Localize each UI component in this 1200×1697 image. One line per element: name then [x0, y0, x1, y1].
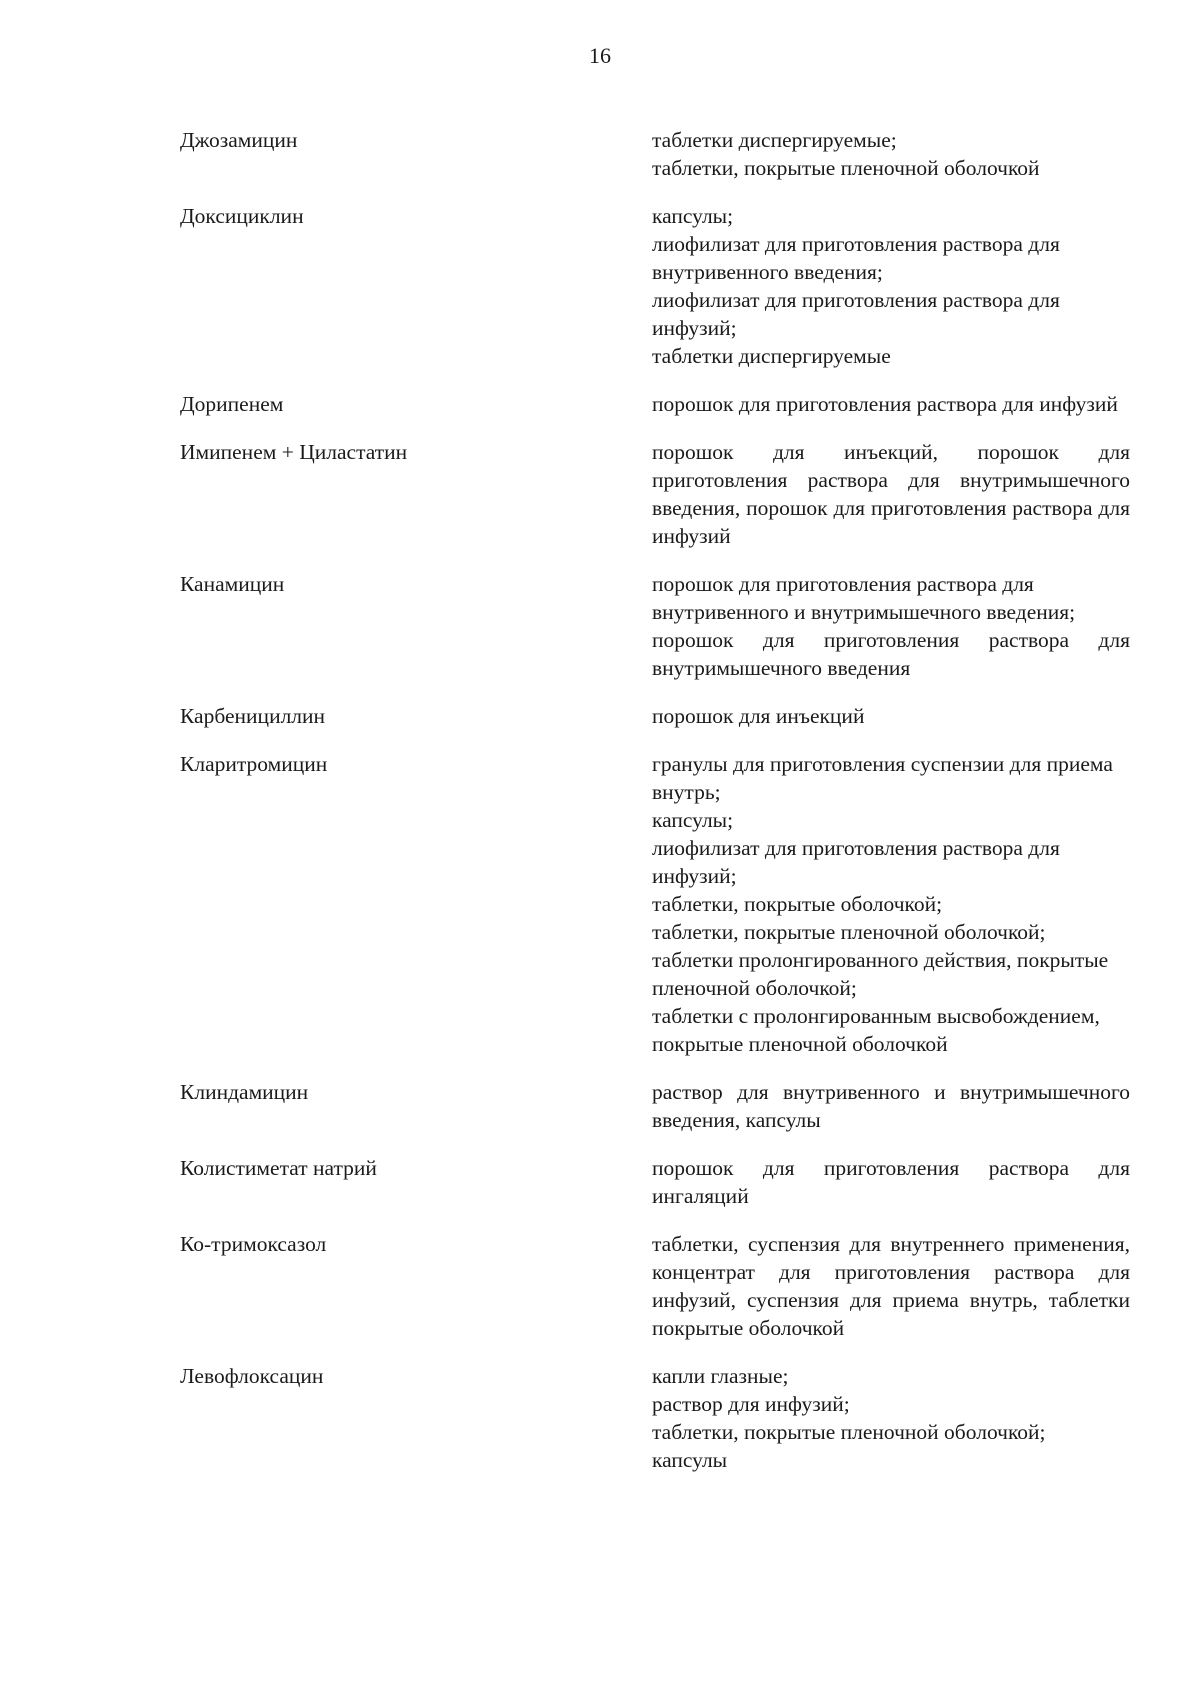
- dosage-form: порошок для приготовления раствора для инфузий: [652, 392, 1118, 416]
- dosage-form: таблетки пролонгированного действия, покрытые пленочной оболочкой;: [652, 948, 1109, 1000]
- drug-name: Колистиметат натрий: [180, 1156, 377, 1180]
- dosage-forms: [652, 390, 1130, 418]
- dosage-form: таблетки диспергируемые;: [652, 128, 897, 152]
- table-row: [180, 390, 1130, 418]
- dosage-form: таблетки, суспензия для внутреннего применения, концентрат для приготовления раствора для инфузий, суспензия для приема внутрь, таблетки покрытые оболочкой: [652, 1232, 1130, 1340]
- dosage-form: таблетки, покрытые пленочной оболочкой;: [652, 920, 1046, 944]
- dosage-form: таблетки диспергируемые: [652, 344, 891, 368]
- dosage-form: капсулы;: [652, 204, 734, 228]
- dosage-form: порошок для приготовления раствора для ингаляций: [652, 1156, 1130, 1208]
- drug-table: [180, 126, 1130, 1494]
- table-row: [180, 702, 1130, 730]
- dosage-form: порошок для инъекций: [652, 704, 865, 728]
- table-row: [180, 1078, 1130, 1134]
- table-row: [180, 1230, 1130, 1342]
- dosage-form: лиофилизат для приготовления раствора для инфузий;: [652, 836, 1060, 888]
- dosage-form: капсулы;: [652, 808, 734, 832]
- drug-name: Кларитромицин: [180, 752, 328, 776]
- dosage-form: гранулы для приготовления суспензии для приема внутрь;: [652, 752, 1113, 804]
- dosage-forms: [652, 438, 1130, 550]
- dosage-form: лиофилизат для приготовления раствора для инфузий;: [652, 288, 1060, 340]
- dosage-form: раствор для внутривенного и внутримышечного введения, капсулы: [652, 1080, 1130, 1132]
- dosage-form: таблетки, покрытые пленочной оболочкой: [652, 156, 1040, 180]
- dosage-forms: [652, 1154, 1130, 1210]
- drug-name: Канамицин: [180, 572, 285, 596]
- drug-name: Левофлоксацин: [180, 1364, 324, 1388]
- dosage-form: капсулы: [652, 1448, 728, 1472]
- drug-name: Доксициклин: [180, 204, 304, 228]
- dosage-form: раствор для инфузий;: [652, 1392, 850, 1416]
- drug-name: Дорипенем: [180, 392, 284, 416]
- dosage-forms: [652, 1078, 1130, 1134]
- dosage-form: капли глазные;: [652, 1364, 789, 1388]
- drug-name: Ко-тримоксазол: [180, 1232, 327, 1256]
- dosage-form: таблетки, покрытые пленочной оболочкой;: [652, 1420, 1046, 1444]
- table-row: [180, 126, 1130, 182]
- drug-name: Карбенициллин: [180, 704, 326, 728]
- table-row: [180, 1154, 1130, 1210]
- dosage-form: порошок для приготовления раствора для внутримышечного введения: [652, 628, 1130, 680]
- drug-name: Клиндамицин: [180, 1080, 309, 1104]
- dosage-form: порошок для приготовления раствора для внутривенного и внутримышечного введения;: [652, 572, 1076, 624]
- dosage-forms: [652, 750, 1130, 1058]
- dosage-form: лиофилизат для приготовления раствора для внутривенного введения;: [652, 232, 1060, 284]
- dosage-forms: [652, 202, 1130, 370]
- dosage-forms: [652, 702, 1130, 730]
- dosage-form: таблетки, покрытые оболочкой;: [652, 892, 943, 916]
- dosage-forms: [652, 1230, 1130, 1342]
- drug-name: Джозамицин: [180, 128, 298, 152]
- dosage-form: таблетки с пролонгированным высвобождением, покрытые пленочной оболочкой: [652, 1004, 1100, 1056]
- dosage-forms: [652, 1362, 1130, 1474]
- table-row: [180, 750, 1130, 1058]
- table-row: [180, 1362, 1130, 1474]
- dosage-forms: [652, 126, 1130, 182]
- table-row: [180, 438, 1130, 550]
- dosage-forms: [652, 570, 1130, 682]
- page-number: 16: [589, 43, 611, 68]
- table-row: [180, 570, 1130, 682]
- dosage-form: порошок для инъекций, порошок для приготовления раствора для внутримышечного введения, порошок для приготовления раствора для инфузий: [652, 440, 1130, 548]
- drug-name: Имипенем + Циластатин: [180, 440, 408, 464]
- table-row: [180, 202, 1130, 370]
